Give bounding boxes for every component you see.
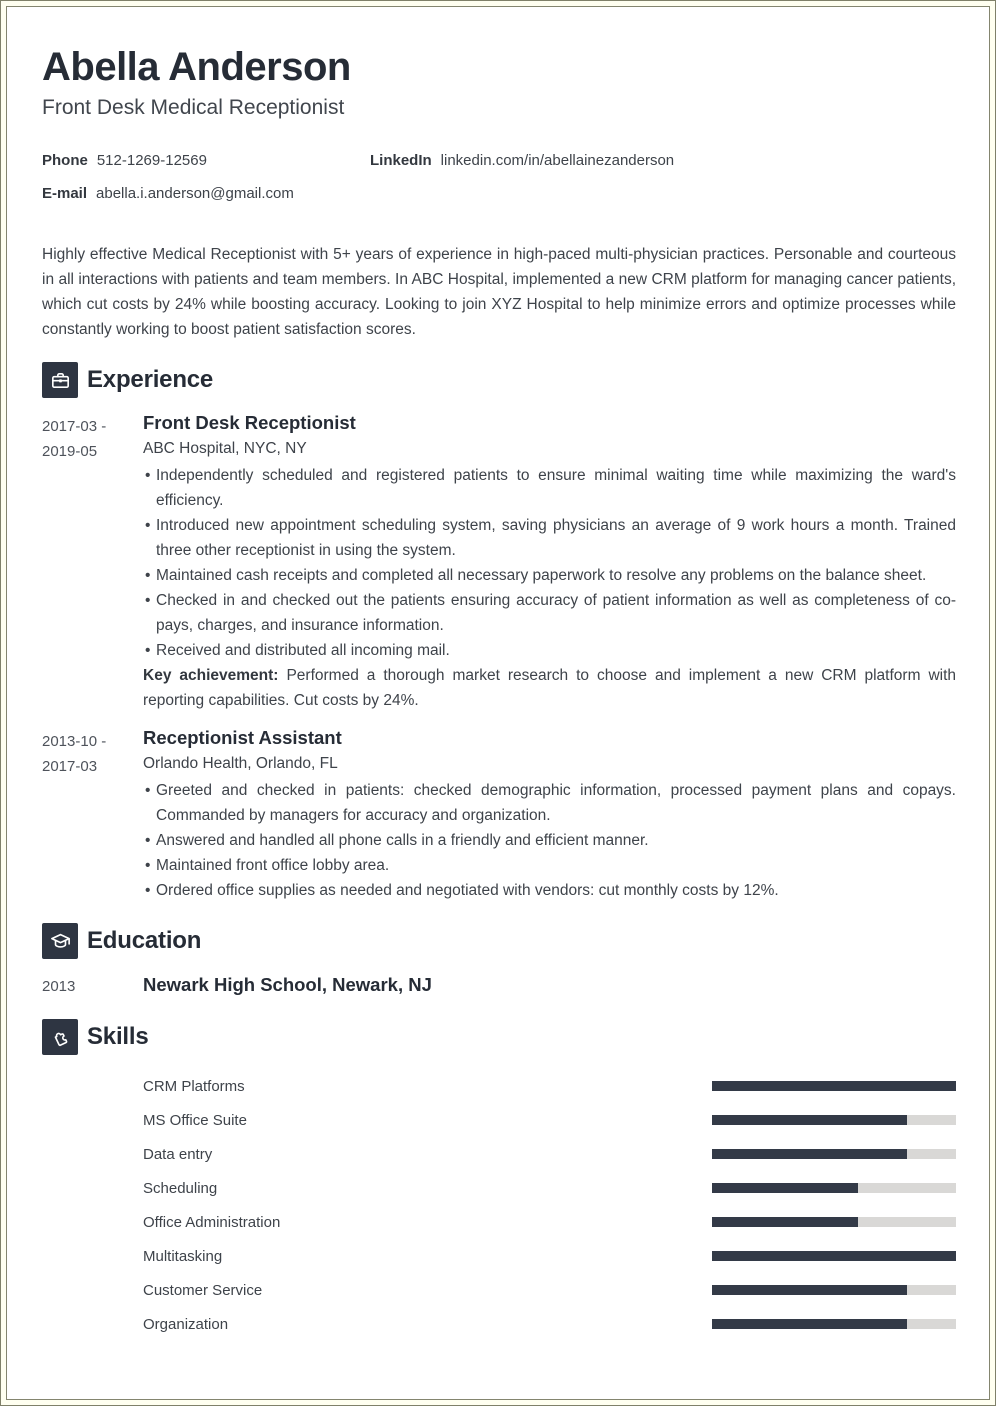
linkedin-label: LinkedIn: [370, 152, 432, 169]
skills-list: [42, 1069, 956, 1341]
skill-level-fill: [712, 1285, 907, 1295]
skill-bar: [712, 1251, 956, 1261]
skill-bar: [712, 1149, 956, 1159]
skill-row: [42, 1103, 956, 1137]
puzzle-piece-icon: [42, 1019, 78, 1055]
job-company: Orlando Health, Orlando, FL: [143, 755, 338, 772]
skill-bar: [712, 1319, 956, 1329]
education-date: 2013: [42, 978, 76, 995]
job-bullets: [143, 778, 956, 903]
skill-row: [42, 1273, 956, 1307]
skill-name: Organization: [143, 1315, 229, 1333]
experience-section-header: [42, 362, 956, 398]
bullet-item: • Maintained front office lobby area.: [143, 853, 956, 878]
job-title: Receptionist Assistant: [143, 727, 342, 748]
bullet-item: • Ordered office supplies as needed and negotiated with vendors: cut monthly costs by 12%.: [143, 878, 956, 903]
email-value[interactable]: abella.i.anderson@gmail.com: [96, 185, 294, 202]
skill-name: Office Administration: [143, 1213, 281, 1231]
skills-section-header: [42, 1019, 956, 1055]
bullet-item: • Received and distributed all incoming mail.: [143, 638, 956, 663]
jobs-list: [42, 412, 956, 903]
skill-row: [42, 1171, 956, 1205]
education-section-title: Education: [87, 927, 202, 954]
briefcase-icon: [42, 362, 78, 398]
skill-level-fill: [712, 1251, 956, 1261]
job-date-start: 2013-10 -: [42, 733, 107, 750]
job-title: Front Desk Receptionist: [143, 412, 356, 433]
education-entry: [42, 973, 956, 999]
skill-level-fill: [712, 1217, 858, 1227]
person-name: Abella Anderson: [42, 45, 351, 89]
skill-name: MS Office Suite: [143, 1111, 247, 1129]
skill-name: Multitasking: [143, 1247, 223, 1265]
bullet-item: • Introduced new appointment scheduling system, saving physicians an average of 9 work hours a month. Trained three other receptionist in using the system.: [143, 513, 956, 563]
professional-summary: Highly effective Medical Receptionist with 5+ years of experience in high-paced multi-physician practices. Personable and courteous in all interactions with patients and team members. In ABC Hospital, implemented a new CRM platform for managing cancer patients, which cut costs by 24% while boosting accuracy. Looking to join XYZ Hospital to help minimize errors and optimize processes while constantly working to boost patient satisfaction scores.: [42, 246, 956, 338]
skill-level-fill: [712, 1183, 858, 1193]
skill-row: [42, 1239, 956, 1273]
skill-name: Customer Service: [143, 1281, 263, 1299]
skill-level-fill: [712, 1149, 907, 1159]
contact-info: [42, 153, 956, 202]
job-dates: [42, 412, 143, 713]
education-list: [42, 973, 956, 999]
skill-bar: [712, 1081, 956, 1091]
email-label: E-mail: [42, 185, 88, 202]
experience-section-title: Experience: [87, 366, 214, 393]
key-achievement: Key achievement: Performed a thorough market research to choose and implement a new CRM platform with reporting capabilities. Cut costs by 24%.: [143, 667, 957, 709]
job-bullets: [143, 463, 956, 663]
contact-phone: [42, 153, 370, 169]
job-body: [143, 412, 956, 713]
job-entry: [42, 727, 956, 903]
job-dates: [42, 727, 143, 903]
skill-level-fill: [712, 1115, 907, 1125]
key-achievement-label: Key achievement:: [143, 667, 279, 684]
skill-row: [42, 1069, 956, 1103]
skill-name: CRM Platforms: [143, 1077, 245, 1095]
skills-section-title: Skills: [87, 1023, 149, 1050]
linkedin-value[interactable]: linkedin.com/in/abellainezanderson: [440, 152, 675, 169]
job-entry: [42, 412, 956, 713]
bullet-item: • Checked in and checked out the patients ensuring accuracy of patient information as well as completeness of co-pays, charges, and insurance information.: [143, 588, 956, 638]
graduation-cap-icon: [42, 923, 78, 959]
skill-row: [42, 1307, 956, 1341]
bullet-item: • Answered and handled all phone calls in a friendly and efficient manner.: [143, 828, 956, 853]
skill-level-fill: [712, 1081, 956, 1091]
job-date-start: 2017-03 -: [42, 418, 107, 435]
job-company: ABC Hospital, NYC, NY: [143, 440, 307, 457]
skill-bar: [712, 1217, 956, 1227]
phone-label: Phone: [42, 152, 88, 169]
skill-row: [42, 1137, 956, 1171]
education-school: Newark High School, Newark, NJ: [143, 974, 432, 995]
job-date-end: 2019-05: [42, 443, 98, 460]
education-section-header: [42, 923, 956, 959]
bullet-item: • Independently scheduled and registered patients to ensure minimal waiting time while maximizing the ward's efficiency.: [143, 463, 956, 513]
contact-email: [42, 186, 370, 202]
bullet-item: • Greeted and checked in patients: checked demographic information, processed payment plans and copays. Commanded by managers for accuracy and organization.: [143, 778, 956, 828]
skill-level-fill: [712, 1319, 907, 1329]
phone-value: 512-1269-12569: [96, 152, 207, 169]
bullet-item: • Maintained cash receipts and completed all necessary paperwork to resolve any problems on the balance sheet.: [143, 563, 956, 588]
contact-linkedin: [370, 153, 956, 169]
skill-name: Data entry: [143, 1145, 213, 1163]
resume-page: [6, 6, 990, 1400]
skill-name: Scheduling: [143, 1179, 218, 1197]
skill-bar: [712, 1183, 956, 1193]
skill-bar: [712, 1115, 956, 1125]
skill-bar: [712, 1285, 956, 1295]
skill-row: [42, 1205, 956, 1239]
job-body: [143, 727, 956, 903]
job-date-end: 2017-03: [42, 758, 98, 775]
person-job-title: Front Desk Medical Receptionist: [42, 96, 345, 119]
